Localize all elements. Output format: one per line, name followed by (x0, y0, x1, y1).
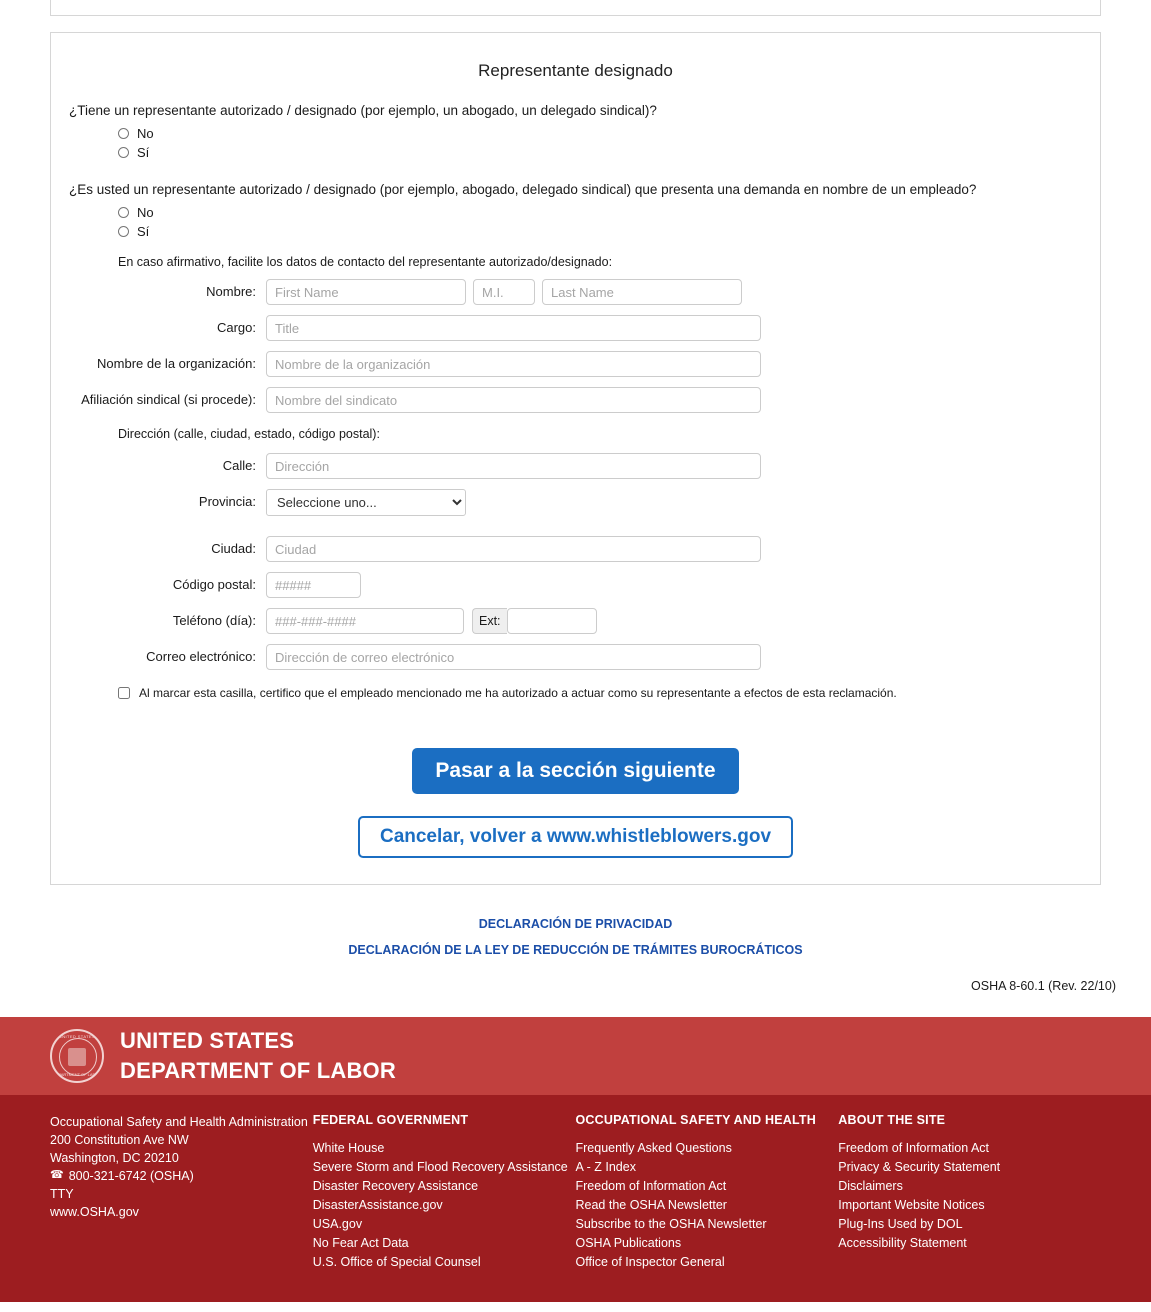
footer-link[interactable]: Privacy & Security Statement (838, 1159, 1001, 1174)
agency-street: 200 Constitution Ave NW (50, 1132, 189, 1147)
footer-link[interactable]: Subscribe to the OSHA Newsletter (575, 1217, 767, 1232)
zip-field-row (51, 572, 1100, 598)
last-name-input[interactable] (542, 279, 742, 305)
footer-column-federal-government (313, 1113, 576, 1273)
ext-label: Ext: (472, 608, 507, 634)
paperwork-reduction-act-link[interactable]: DECLARACIÓN DE LA LEY DE REDUCCIÓN DE TRÁMITES BUROCRÁTICOS (348, 942, 803, 957)
footer-link[interactable]: Freedom of Information Act (575, 1178, 727, 1193)
street-input[interactable] (266, 453, 761, 479)
name-field-row (51, 279, 1100, 305)
agency-tty: TTY (50, 1187, 74, 1202)
footer-link[interactable]: U.S. Office of Special Counsel (312, 1255, 481, 1270)
footer-link[interactable]: No Fear Act Data (312, 1236, 409, 1251)
question-1-radio-si[interactable] (118, 147, 129, 158)
site-footer (0, 1095, 1151, 1303)
province-field-row (51, 489, 1100, 516)
footer-column-about-site (838, 1113, 1101, 1273)
agency-phone: 800-321-6742 (OSHA) (68, 1168, 194, 1183)
phone-label: Teléfono (día): (172, 613, 256, 628)
footer-link[interactable]: Plug-Ins Used by DOL (838, 1217, 963, 1232)
province-select[interactable] (266, 489, 466, 516)
seal-top-text: UNITED STATES (58, 1033, 96, 1039)
phone-input[interactable] (266, 608, 464, 634)
dol-branding-band (0, 1017, 1151, 1095)
city-label: Ciudad: (211, 541, 256, 556)
first-name-input[interactable] (266, 279, 466, 305)
privacy-statement-link[interactable]: DECLARACIÓN DE PRIVACIDAD (478, 916, 673, 931)
street-label: Calle: (222, 458, 256, 473)
footer-heading-osha: OCCUPATIONAL SAFETY AND HEALTH (575, 1112, 816, 1127)
province-label: Provincia: (198, 494, 256, 509)
phone-field-row (51, 608, 1100, 634)
footer-column-osha (576, 1113, 839, 1273)
question-2-label-si: Sí (137, 224, 150, 239)
footer-link[interactable]: Disclaimers (838, 1178, 903, 1193)
ext-input[interactable] (507, 608, 597, 634)
question-2-radio-si[interactable] (118, 226, 129, 237)
street-field-row (51, 453, 1100, 479)
email-input[interactable] (266, 644, 761, 670)
footer-link[interactable]: Read the OSHA Newsletter (575, 1197, 727, 1212)
designated-representative-panel (50, 32, 1101, 885)
dol-seal-icon (50, 1029, 104, 1083)
footer-link[interactable]: DisasterAssistance.gov (312, 1197, 443, 1212)
zip-label: Código postal: (172, 577, 256, 592)
organization-label: Nombre de la organización: (97, 356, 256, 371)
middle-initial-input[interactable] (473, 279, 535, 305)
contact-instruction: En caso afirmativo, facilite los datos de contacto del representante autorizado/designado: (118, 255, 613, 269)
next-section-button[interactable]: Pasar a la sección siguiente (412, 748, 738, 794)
form-identifier: OSHA 8-60.1 (Rev. 22/10) (971, 978, 1116, 993)
question-2-text: ¿Es usted un representante autorizado / designado (por ejemplo, abogado, delegado sindical) que presenta una demanda en nombre de un empleado? (69, 182, 977, 197)
question-2-option-si[interactable] (101, 224, 1100, 239)
footer-link[interactable]: USA.gov (312, 1217, 363, 1232)
city-field-row (51, 536, 1100, 562)
organization-input[interactable] (266, 351, 761, 377)
dol-title-line2: DEPARTMENT OF LABOR (120, 1057, 396, 1083)
zip-input[interactable] (266, 572, 361, 598)
form-actions (51, 748, 1100, 858)
footer-link[interactable]: OSHA Publications (575, 1236, 682, 1251)
footer-link[interactable]: A - Z Index (575, 1159, 636, 1174)
union-input[interactable] (266, 387, 761, 413)
footer-heading-about-site: ABOUT THE SITE (838, 1112, 946, 1127)
email-field-row (51, 644, 1100, 670)
address-instruction: Dirección (calle, ciudad, estado, código postal): (118, 427, 380, 441)
cancel-button[interactable]: Cancelar, volver a www.whistleblowers.gov (358, 816, 793, 858)
dol-title (120, 1026, 396, 1085)
city-input[interactable] (266, 536, 761, 562)
name-label: Nombre: (206, 284, 256, 299)
question-2-radio-no[interactable] (118, 207, 129, 218)
legal-links (0, 917, 1151, 957)
title-field-row (51, 315, 1100, 341)
previous-section-panel-bottom (50, 0, 1101, 16)
question-2-option-no[interactable] (101, 205, 1100, 220)
agency-name: Occupational Safety and Health Administration (50, 1114, 308, 1129)
email-label: Correo electrónico: (146, 649, 256, 664)
footer-link[interactable]: Frequently Asked Questions (575, 1140, 732, 1155)
footer-link[interactable]: Important Website Notices (838, 1197, 985, 1212)
agency-city-state-zip: Washington, DC 20210 (50, 1150, 179, 1165)
question-1-text: ¿Tiene un representante autorizado / designado (por ejemplo, un abogado, un delegado sindical)? (69, 103, 657, 118)
question-1-option-no[interactable] (101, 126, 1100, 141)
question-1-option-si[interactable] (101, 145, 1100, 160)
footer-link[interactable]: Office of Inspector General (575, 1255, 725, 1270)
page-title: Representante designado (478, 61, 673, 80)
organization-field-row (51, 351, 1100, 377)
question-2-label-no: No (137, 205, 154, 220)
footer-link[interactable]: Accessibility Statement (838, 1236, 967, 1251)
certification-row[interactable] (118, 686, 1100, 702)
footer-link[interactable]: Disaster Recovery Assistance (312, 1178, 479, 1193)
phone-icon: ☎ (50, 1169, 64, 1182)
seal-center-emblem (68, 1048, 86, 1066)
union-field-row (51, 387, 1100, 413)
title-label: Cargo: (216, 320, 256, 335)
dol-title-line1: UNITED STATES (120, 1027, 295, 1053)
agency-address (50, 1113, 313, 1273)
seal-bottom-text: DEPARTMENT OF LABOR (52, 1071, 102, 1077)
footer-link[interactable]: Freedom of Information Act (838, 1140, 990, 1155)
footer-link[interactable]: White House (312, 1140, 385, 1155)
footer-heading-federal-government: FEDERAL GOVERNMENT (312, 1112, 469, 1127)
question-1-label-si: Sí (137, 145, 150, 160)
agency-website: www.OSHA.gov (50, 1205, 139, 1220)
title-input[interactable] (266, 315, 761, 341)
question-1-radio-no[interactable] (118, 128, 129, 139)
question-1-label-no: No (137, 126, 154, 141)
certification-checkbox[interactable] (118, 687, 130, 699)
certification-label: Al marcar esta casilla, certifico que el empleado mencionado me ha autorizado a actuar como su representante a efectos de esta reclamación. (139, 686, 897, 700)
union-label: Afiliación sindical (si procede): (81, 392, 256, 407)
footer-link[interactable]: Severe Storm and Flood Recovery Assistance (312, 1159, 568, 1174)
